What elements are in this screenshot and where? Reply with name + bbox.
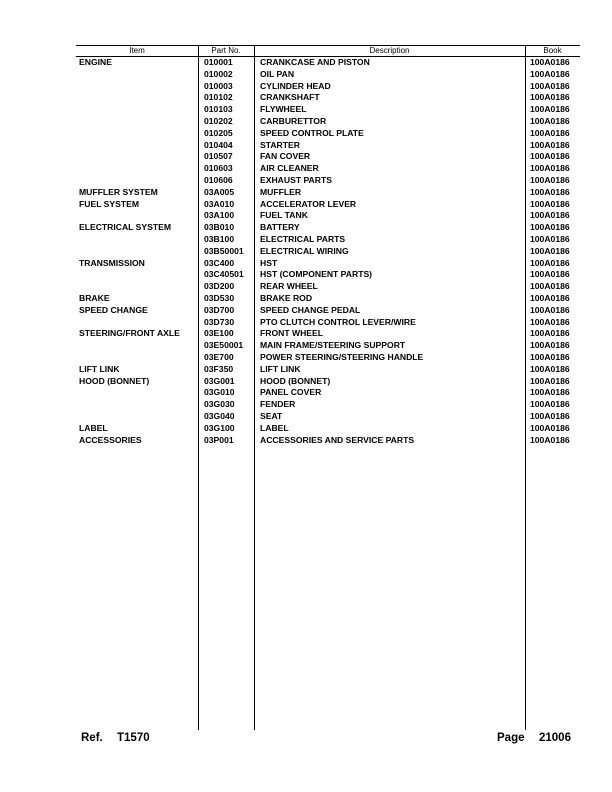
table-row [76, 199, 580, 211]
row-item: ELECTRICAL SYSTEM [79, 222, 171, 233]
row-book: 100A0186 [530, 387, 570, 398]
row-description: ELECTRICAL PARTS [260, 233, 346, 244]
row-book: 100A0186 [530, 245, 570, 256]
row-description: FAN COVER [260, 151, 311, 162]
row-book: 100A0186 [530, 375, 570, 386]
header-part-no: Part No. [211, 46, 241, 55]
row-description: CARBURETTOR [260, 115, 327, 126]
row-book: 100A0186 [530, 222, 570, 233]
table-row [76, 222, 580, 234]
row-part-no: 010103 [204, 104, 233, 115]
table-row [76, 151, 580, 163]
row-description: HST (COMPONENT PARTS) [260, 269, 373, 280]
row-part-no: 010205 [204, 127, 233, 138]
table-row [76, 423, 580, 435]
row-part-no: 010507 [204, 151, 233, 162]
row-book: 100A0186 [530, 363, 570, 374]
row-part-no: 03G010 [204, 387, 235, 398]
row-part-no: 03D730 [204, 316, 235, 327]
row-item: HOOD (BONNET) [79, 375, 150, 386]
row-book: 100A0186 [530, 80, 570, 91]
row-book: 100A0186 [530, 127, 570, 138]
row-book: 100A0186 [530, 198, 570, 209]
row-part-no: 03A010 [204, 198, 235, 209]
table-row [76, 92, 580, 104]
row-book: 100A0186 [530, 57, 570, 67]
row-description: OIL PAN [260, 68, 295, 79]
table-row [76, 435, 580, 447]
row-description: FLYWHEEL [260, 104, 307, 115]
table-row [76, 210, 580, 222]
table-row [76, 116, 580, 128]
row-part-no: 03P001 [204, 434, 234, 445]
row-book: 100A0186 [530, 139, 570, 150]
row-description: BRAKE ROD [260, 292, 313, 303]
table-row [76, 246, 580, 258]
row-description: LIFT LINK [260, 363, 301, 374]
row-part-no: 03B50001 [204, 245, 244, 256]
row-book: 100A0186 [530, 292, 570, 303]
row-part-no: 03F350 [204, 363, 234, 374]
row-item: BRAKE [79, 292, 110, 303]
row-description: MUFFLER [260, 186, 302, 197]
row-book: 100A0186 [530, 269, 570, 280]
row-part-no: 03E700 [204, 351, 234, 362]
row-part-no: 010404 [204, 139, 233, 150]
row-part-no: 010606 [204, 174, 233, 185]
row-description: MAIN FRAME/STEERING SUPPORT [260, 340, 406, 351]
table-row [76, 399, 580, 411]
row-part-no: 03E50001 [204, 340, 244, 351]
row-part-no: 03E100 [204, 328, 234, 339]
row-book: 100A0186 [530, 351, 570, 362]
table-row [76, 293, 580, 305]
row-part-no: 03D700 [204, 304, 235, 315]
row-description: PTO CLUTCH CONTROL LEVER/WIRE [260, 316, 416, 327]
page-label: Page [497, 732, 525, 744]
row-item: ACCESSORIES [79, 434, 142, 445]
row-item: FUEL SYSTEM [79, 198, 140, 209]
row-book: 100A0186 [530, 210, 570, 221]
row-book: 100A0186 [530, 399, 570, 410]
row-description: ELECTRICAL WIRING [260, 245, 349, 256]
row-item: LABEL [79, 422, 108, 433]
row-description: ACCELERATOR LEVER [260, 198, 357, 209]
row-description: CYLINDER HEAD [260, 80, 331, 91]
row-description: CRANKCASE AND PISTON [260, 57, 370, 67]
table-row [76, 128, 580, 140]
row-part-no: 03D530 [204, 292, 235, 303]
row-part-no: 03B100 [204, 233, 235, 244]
row-part-no: 03A005 [204, 186, 235, 197]
table-row [76, 281, 580, 293]
row-book: 100A0186 [530, 304, 570, 315]
parts-index-table [76, 45, 580, 730]
row-description: EXHAUST PARTS [260, 174, 332, 185]
row-book: 100A0186 [530, 174, 570, 185]
row-part-no: 03G040 [204, 410, 235, 421]
row-description: HST [260, 257, 278, 268]
row-part-no: 010202 [204, 115, 233, 126]
row-book: 100A0186 [530, 151, 570, 162]
row-book: 100A0186 [530, 186, 570, 197]
table-row [76, 328, 580, 340]
table-row [76, 352, 580, 364]
header-item: Item [129, 46, 145, 55]
row-book: 100A0186 [530, 422, 570, 433]
row-description: FUEL TANK [260, 210, 308, 221]
table-row [76, 317, 580, 329]
table-row [76, 69, 580, 81]
table-row [76, 234, 580, 246]
row-book: 100A0186 [530, 163, 570, 174]
row-book: 100A0186 [530, 115, 570, 126]
ref-label: Ref. [81, 732, 103, 744]
row-part-no: 010002 [204, 68, 233, 79]
table-row [76, 175, 580, 187]
table-body [76, 57, 580, 446]
row-description: SPEED CONTROL PLATE [260, 127, 364, 138]
row-part-no: 03G030 [204, 399, 235, 410]
table-row [76, 81, 580, 93]
row-item: TRANSMISSION [79, 257, 145, 268]
table-row [76, 269, 580, 281]
row-book: 100A0186 [530, 281, 570, 292]
row-description: BATTERY [260, 222, 300, 233]
row-part-no: 03C400 [204, 257, 235, 268]
table-row [76, 104, 580, 116]
table-row [76, 364, 580, 376]
row-part-no: 010603 [204, 163, 233, 174]
row-description: ACCESSORIES AND SERVICE PARTS [260, 434, 415, 445]
table-row [76, 376, 580, 388]
row-description: SEAT [260, 410, 283, 421]
row-book: 100A0186 [530, 104, 570, 115]
row-book: 100A0186 [530, 316, 570, 327]
row-part-no: 03B010 [204, 222, 235, 233]
row-book: 100A0186 [530, 340, 570, 351]
row-part-no: 010003 [204, 80, 233, 91]
table-row [76, 140, 580, 152]
row-book: 100A0186 [530, 68, 570, 79]
table-row [76, 340, 580, 352]
row-part-no: 03G001 [204, 375, 235, 386]
table-row [76, 57, 580, 69]
header-book: Book [543, 46, 562, 55]
row-part-no: 010001 [204, 57, 233, 67]
row-description: STARTER [260, 139, 300, 150]
row-description: CRANKSHAFT [260, 92, 320, 103]
row-description: REAR WHEEL [260, 281, 318, 292]
row-description: FRONT WHEEL [260, 328, 324, 339]
row-book: 100A0186 [530, 257, 570, 268]
row-part-no: 03D200 [204, 281, 235, 292]
row-description: PANEL COVER [260, 387, 322, 398]
table-row [76, 163, 580, 175]
row-book: 100A0186 [530, 434, 570, 445]
row-item: SPEED CHANGE [79, 304, 148, 315]
table-row [76, 411, 580, 423]
row-book: 100A0186 [530, 233, 570, 244]
row-description: FENDER [260, 399, 296, 410]
header-description: Description [369, 46, 410, 55]
row-part-no: 03A100 [204, 210, 235, 221]
table-row [76, 258, 580, 270]
row-item: MUFFLER SYSTEM [79, 186, 158, 197]
row-part-no: 03G100 [204, 422, 235, 433]
row-book: 100A0186 [530, 92, 570, 103]
table-row [76, 387, 580, 399]
row-part-no: 010102 [204, 92, 233, 103]
row-description: POWER STEERING/STEERING HANDLE [260, 351, 424, 362]
row-item: LIFT LINK [79, 363, 120, 374]
ref-value: T1570 [117, 732, 150, 744]
row-book: 100A0186 [530, 328, 570, 339]
row-item: STEERING/FRONT AXLE [79, 328, 180, 339]
row-part-no: 03C40501 [204, 269, 244, 280]
row-description: LABEL [260, 422, 289, 433]
row-description: AIR CLEANER [260, 163, 319, 174]
row-book: 100A0186 [530, 410, 570, 421]
row-description: HOOD (BONNET) [260, 375, 331, 386]
row-description: SPEED CHANGE PEDAL [260, 304, 361, 315]
row-item: ENGINE [79, 57, 112, 67]
table-row [76, 187, 580, 199]
table-row [76, 305, 580, 317]
page-number: 21006 [539, 732, 571, 744]
